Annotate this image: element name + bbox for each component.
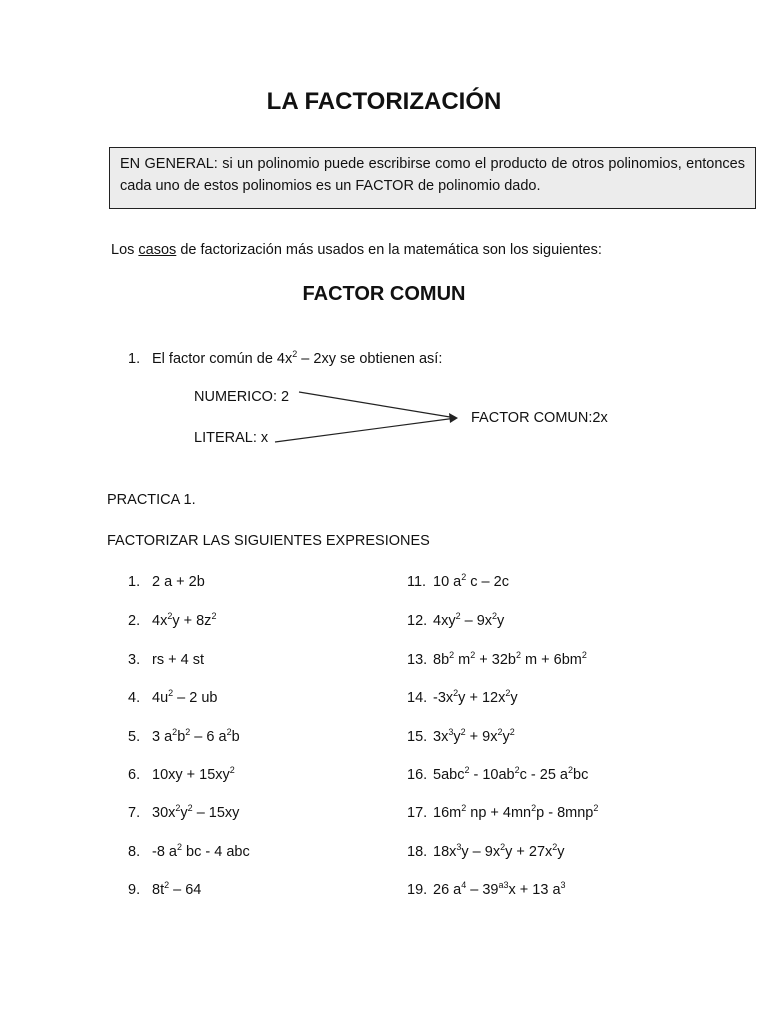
exercise-right-number: 19. [407,882,428,898]
exercise-right-number: 17. [407,805,428,821]
exercise-right-expression: $4xy^2 - 9x^2y$ [433,611,505,629]
exercise-right-expression: $3x^3y^2 + 9x^2y^2$ [433,727,515,745]
instruction-text: FACTORIZAR LAS SIGUIENTES EXPRESIONES [107,533,430,549]
exercise-left-expression: $8t^2 - 64$ [152,880,202,898]
exercise-right-expression: $16m^2$ np + $4mn^2p - 8mnp^2$ [433,803,599,821]
exercise-right-number: 15. [407,729,428,745]
exercise-right-expression: $18x^3y - 9x^2y + 27x^2y$ [433,842,565,860]
exercise-left-number: 4. [128,690,141,706]
example-text: El factor común de $4x^2 - 2xy$ se obtienen así: [152,349,443,367]
exercise-left-number: 1. [128,574,141,590]
exercise-left-expression: $30x^2y^2 - 15xy$ [152,803,240,821]
exercise-left-number: 8. [128,844,141,860]
exercise-right-number: 12. [407,613,428,629]
exercise-right-number: 18. [407,844,428,860]
example-number: 1. [128,351,141,367]
exercise-left-number: 6. [128,767,141,783]
section-title: FACTOR COMUN [302,283,466,305]
exercise-right-number: 16. [407,767,428,783]
exercise-right-expression: 10 $a^2$ c – 2c [433,572,509,590]
exercise-left-expression: rs + 4 st [152,652,204,668]
exercise-left-number: 2. [128,613,141,629]
exercise-right-number: 11. [407,574,427,590]
exercise-right-expression: $-3x^2y + 12x^2y$ [433,688,518,706]
arrow-line-numeric [299,392,456,418]
practice-heading: PRACTICA 1. [107,492,196,508]
numeric-factor-label: NUMERICO: 2 [194,389,290,405]
exercise-left-expression: $4u^2 - 2$ ub [152,688,218,706]
literal-factor-label: LITERAL: x [194,430,269,446]
exercise-left-number: 3. [128,652,141,668]
intro-text: Los casos de factorización más usados en la matemática son los siguientes: [111,242,602,258]
exercise-right-number: 14. [407,690,428,706]
exercise-left-number: 9. [128,882,141,898]
common-factor-result: FACTOR COMUN:2x [471,410,608,426]
exercise-left-number: 5. [128,729,141,745]
exercise-left-expression: -8 $a^2$ bc - 4 abc [152,842,250,860]
exercise-left-number: 7. [128,805,141,821]
arrowhead-icon [449,413,458,423]
definition-box: EN GENERAL: si un polinomio puede escribirse como el producto de otros polinomios, entonces cada uno de estos polinomios es un FACTOR de polinomio dado. [109,147,756,209]
arrow-line-literal [275,418,456,442]
exercise-left-expression: $10xy + 15xy^2$ [152,765,235,783]
exercise-left-expression: 3 $a^2b^2 - 6$ $a^2b$ [152,727,240,745]
exercise-left-expression: $4x^2y + 8z^2$ [152,611,217,629]
exercise-right-expression: $5abc^2 - 10ab^2c - 25$ $a^2bc$ [433,765,589,783]
casos-underlined: casos [138,242,177,258]
exercise-right-expression: $8b^2$ $m^2 + 32b^2$ $m + 6bm^2$ [433,650,587,668]
exercise-left-expression: 2 a + 2b [152,574,205,590]
page-title: LA FACTORIZACIÓN [266,88,502,115]
exercise-right-expression: 26 $a^4 - 39^{a3}x + 13$ $a^3$ [433,880,566,898]
exercise-right-number: 13. [407,652,428,668]
